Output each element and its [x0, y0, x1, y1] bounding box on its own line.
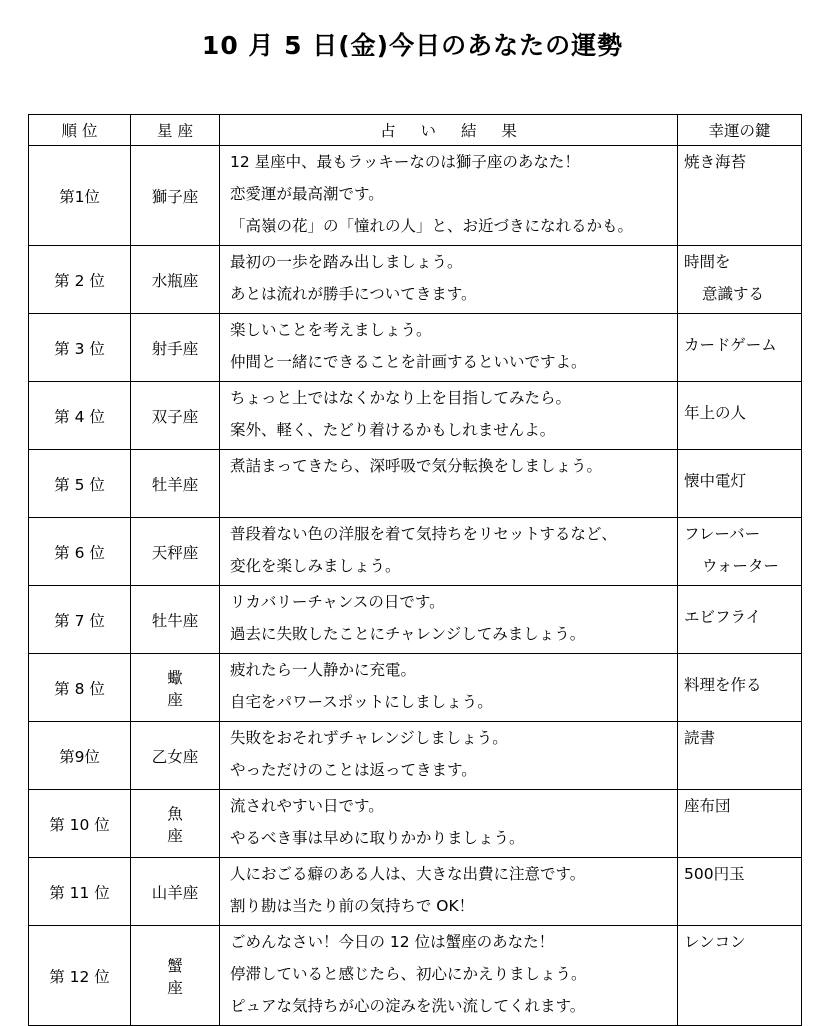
header-lucky-key: 幸運の鍵	[678, 115, 802, 146]
lucky-key-cell	[678, 246, 802, 314]
lucky-key-line: 懐中電灯	[684, 471, 747, 490]
fortune-line: リカバリーチャンスの日です。	[230, 593, 445, 611]
fortune-line: 12 星座中、最もラッキーなのは獅子座のあなた！	[230, 153, 580, 171]
table-row	[29, 586, 802, 654]
fortune-line: 割り勘は当たり前の気持ちで OK！	[230, 897, 475, 915]
fortune-result-cell	[220, 518, 678, 586]
lucky-key-cell	[678, 722, 802, 790]
rank-cell: 第 3 位	[29, 314, 131, 382]
fortune-line: やるべき事は早めに取りかかりましょう。	[230, 829, 525, 847]
lucky-key-cell	[678, 858, 802, 926]
zodiac-sign-cell: 牡牛座	[131, 586, 220, 654]
fortune-line: 疲れたら一人静かに充電。	[230, 661, 417, 679]
lucky-key-line: フレーバー	[684, 525, 761, 543]
fortune-line: 最初の一歩を踏み出しましょう。	[230, 253, 463, 271]
page-title: 10 月 5 日(金)今日のあなたの運勢	[201, 31, 624, 60]
header-result: 占 い 結 果	[220, 115, 678, 146]
fortune-line: ちょっと上ではなくかなり上を目指してみたら。	[230, 389, 572, 407]
table-row	[29, 858, 802, 926]
lucky-key-line: レンコン	[684, 933, 746, 951]
header-sign: 星 座	[131, 115, 220, 146]
fortune-line	[230, 485, 677, 517]
lucky-key-line: ウォーター	[702, 557, 779, 575]
fortune-line: ピュアな気持ちが心の淀みを洗い流してくれます。	[230, 997, 586, 1015]
lucky-key-cell	[678, 382, 802, 450]
zodiac-sign-cell: 乙女座	[131, 722, 220, 790]
lucky-key-line: 焼き海苔	[684, 153, 747, 171]
fortune-result-cell	[220, 926, 678, 1026]
fortune-line: 流されやすい日です。	[230, 797, 384, 815]
fortune-line: 案外、軽く、たどり着けるかもしれませんよ。	[230, 421, 556, 439]
fortune-result-cell	[220, 586, 678, 654]
fortune-result-cell	[220, 722, 678, 790]
fortune-line: 停滞していると感じたら、初心にかえりましょう。	[230, 965, 587, 983]
zodiac-sign-cell: 水瓶座	[131, 246, 220, 314]
rank-cell: 第1位	[29, 146, 131, 246]
lucky-key-line: 座布団	[684, 797, 731, 815]
rank-cell: 第 7 位	[29, 586, 131, 654]
rank-cell: 第 2 位	[29, 246, 131, 314]
table-row	[29, 790, 802, 858]
fortune-line: 変化を楽しみましょう。	[230, 557, 401, 575]
rank-cell: 第9位	[29, 722, 131, 790]
rank-cell: 第 4 位	[29, 382, 131, 450]
lucky-key-line: エビフライ	[684, 607, 762, 626]
fortune-line: 人におごる癖のある人は、大きな出費に注意です。	[230, 865, 586, 883]
fortune-line: 「高嶺の花」の「憧れの人」と、お近づきになれるかも。	[230, 217, 634, 235]
fortune-result-cell	[220, 858, 678, 926]
zodiac-sign-cell: 天秤座	[131, 518, 220, 586]
fortune-table	[28, 114, 802, 1026]
table-row	[29, 450, 802, 518]
rank-cell: 第 5 位	[29, 450, 131, 518]
lucky-key-line: 意識する	[702, 285, 765, 303]
lucky-key-line: 料理を作る	[684, 675, 762, 694]
table-row	[29, 518, 802, 586]
fortune-result-cell	[220, 450, 678, 518]
fortune-line: 恋愛運が最高潮です。	[230, 185, 384, 203]
zodiac-sign-cell: 獅子座	[131, 146, 220, 246]
fortune-result-cell	[220, 382, 678, 450]
fortune-result-cell	[220, 654, 678, 722]
rank-cell: 第 11 位	[29, 858, 131, 926]
zodiac-sign-cell: 山羊座	[131, 858, 220, 926]
lucky-key-cell	[678, 450, 802, 518]
fortune-line: 仲間と一緒にできることを計画するといいですよ。	[230, 353, 587, 371]
fortune-line: ごめんなさい！今日の 12 位は蟹座のあなた！	[230, 933, 555, 951]
lucky-key-cell	[678, 926, 802, 1026]
table-header-row	[29, 115, 802, 146]
lucky-key-cell	[678, 314, 802, 382]
table-row	[29, 246, 802, 314]
fortune-result-cell	[220, 790, 678, 858]
lucky-key-line: カードゲーム	[684, 335, 777, 354]
fortune-line: 楽しいことを考えましょう。	[230, 321, 432, 339]
rank-cell: 第 10 位	[29, 790, 131, 858]
zodiac-sign-cell: 魚 座	[131, 790, 220, 858]
fortune-line: 自宅をパワースポットにしましょう。	[230, 693, 493, 711]
table-row	[29, 654, 802, 722]
fortune-result-cell	[220, 146, 678, 246]
lucky-key-line: 年上の人	[684, 403, 747, 422]
lucky-key-cell	[678, 790, 802, 858]
table-row	[29, 382, 802, 450]
lucky-key-cell	[678, 586, 802, 654]
lucky-key-cell	[678, 518, 802, 586]
zodiac-sign-cell: 双子座	[131, 382, 220, 450]
fortune-line: 普段着ない色の洋服を着て気持ちをリセットするなど、	[230, 525, 617, 543]
lucky-key-line: 読書	[684, 729, 716, 747]
fortune-line: 過去に失敗したことにチャレンジしてみましょう。	[230, 625, 586, 643]
fortune-line: やっただけのことは返ってきます。	[230, 761, 477, 779]
lucky-key-cell	[678, 654, 802, 722]
table-row	[29, 146, 802, 246]
lucky-key-line: 500円玉	[684, 865, 745, 883]
zodiac-sign-cell: 蟹 座	[131, 926, 220, 1026]
zodiac-sign-cell: 蠍 座	[131, 654, 220, 722]
table-row	[29, 722, 802, 790]
lucky-key-line: 時間を	[684, 253, 731, 271]
rank-cell: 第 8 位	[29, 654, 131, 722]
lucky-key-cell	[678, 146, 802, 246]
fortune-result-cell	[220, 246, 678, 314]
rank-cell: 第 6 位	[29, 518, 131, 586]
fortune-line: 煮詰まってきたら、深呼吸で気分転換をしましょう。	[230, 457, 603, 475]
table-row	[29, 926, 802, 1026]
zodiac-sign-cell: 牡羊座	[131, 450, 220, 518]
fortune-result-cell	[220, 314, 678, 382]
rank-cell: 第 12 位	[29, 926, 131, 1026]
table-row	[29, 314, 802, 382]
header-rank: 順 位	[29, 115, 131, 146]
fortune-line: 失敗をおそれずチャレンジしましょう。	[230, 729, 508, 747]
fortune-line: あとは流れが勝手についてきます。	[230, 285, 477, 303]
zodiac-sign-cell: 射手座	[131, 314, 220, 382]
